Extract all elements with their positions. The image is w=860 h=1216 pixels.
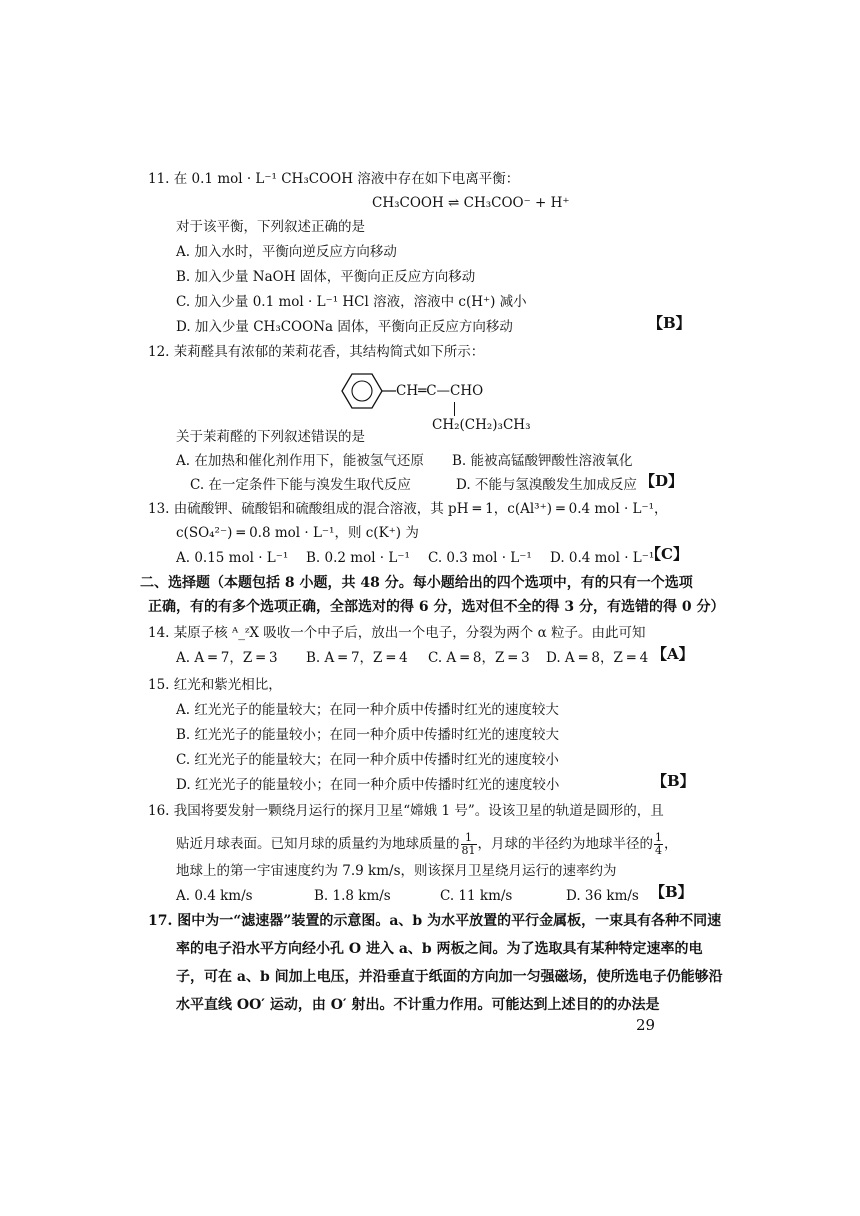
q15-option-a: A. 红光光子的能量较大；在同一种介质中传播时红光的速度较大 — [176, 702, 559, 718]
fraction-numerator: 1 — [461, 832, 477, 845]
section2-heading: 二、选择题（本题包括 8 小题，共 48 分。每小题给出的四个选项中，有的只有一个选项 — [140, 575, 693, 591]
fraction-one-4 — [654, 832, 663, 857]
q16-option-d: D. 36 km/s — [566, 888, 639, 904]
q14-option-c: C. A ═ 8，Z ═ 3 — [428, 650, 530, 666]
q13-stem: 13. 由硫酸钾、硫酸铝和硫酸组成的混合溶液，其 pH ═ 1，c(Al³⁺) ═ 0.4 mol · L⁻¹， — [148, 501, 668, 517]
page-number: 29 — [636, 1016, 656, 1034]
q16-option-b: B. 1.8 km/s — [314, 888, 391, 904]
q13-option-b: B. 0.2 mol · L⁻¹ — [306, 550, 410, 566]
q11-stem: 11. 在 0.1 mol · L⁻¹ CH₃COOH 溶液中存在如下电离平衡： — [148, 171, 520, 187]
q17-line1: 17. 图中为一“滤速器”装置的示意图。a、b 为水平放置的平行金属板，一束具有各种不同速 — [148, 913, 722, 929]
q11-prompt: 对于该平衡，下列叙述正确的是 — [176, 219, 365, 235]
q14-option-d: D. A ═ 8，Z ═ 4 — [546, 650, 649, 666]
q14-option-b: B. A ═ 7，Z ═ 4 — [306, 650, 408, 666]
q16-line2-part2: ，月球的半径约为地球半径的 — [477, 836, 653, 852]
q17-line3: 子，可在 a、b 间加上电压，并沿垂直于纸面的方向加一匀强磁场，使所选电子仍能够沿 — [176, 969, 723, 985]
fraction-denominator: 4 — [655, 844, 662, 857]
fraction-denominator: 81 — [461, 844, 476, 857]
q12-structure-main-chain: CH═C—CHO — [396, 383, 484, 399]
q12-answer: 【D】 — [640, 472, 684, 490]
q16-line3: 地球上的第一宇宙速度约为 7.9 km/s，则该探月卫星绕月运行的速率约为 — [176, 863, 617, 879]
q14-answer: 【A】 — [652, 645, 694, 663]
q11-option-d: D. 加入少量 CH₃COONa 固体，平衡向正反应方向移动 — [176, 319, 513, 335]
q14-stem: 14. 某原子核 ᴬ_ᶻX 吸收一个中子后，放出一个电子，分裂为两个 α 粒子。由此可知 — [148, 625, 646, 641]
q16-line2 — [176, 830, 678, 858]
q12-option-d: D. 不能与氢溴酸发生加成反应 — [456, 477, 637, 493]
q11-equation: CH₃COOH ⇌ CH₃COO⁻ + H⁺ — [372, 195, 570, 211]
q13-option-a: A. 0.15 mol · L⁻¹ — [176, 550, 289, 566]
q12-option-a: A. 在加热和催化剂作用下，能被氢气还原 — [176, 453, 424, 469]
q11-option-b: B. 加入少量 NaOH 固体，平衡向正反应方向移动 — [176, 269, 476, 285]
q16-line2-part1: 贴近月球表面。已知月球的质量约为地球质量的 — [176, 836, 460, 852]
fraction-one-81 — [461, 832, 477, 857]
q16-option-a: A. 0.4 km/s — [176, 888, 253, 904]
q13-answer: 【C】 — [646, 545, 688, 563]
benzene-ring-icon — [330, 366, 400, 416]
q13-option-c: C. 0.3 mol · L⁻¹ — [428, 550, 532, 566]
q12-stem: 12. 茉莉醛具有浓郁的茉莉花香，其结构简式如下所示： — [148, 344, 485, 360]
q11-answer: 【B】 — [648, 314, 691, 332]
q15-stem: 15. 红光和紫光相比， — [148, 677, 282, 693]
q17-line4: 水平直线 OO′ 运动，由 O′ 射出。不计重力作用。可能达到上述目的的办法是 — [176, 997, 660, 1013]
q13-stem-cont: c(SO₄²⁻) ═ 0.8 mol · L⁻¹，则 c(K⁺) 为 — [176, 525, 419, 541]
q13-option-d: D. 0.4 mol · L⁻¹ — [550, 550, 655, 566]
q14-option-a: A. A ═ 7，Z ═ 3 — [176, 650, 278, 666]
q15-option-c: C. 红光光子的能量较大；在同一种介质中传播时红光的速度较小 — [176, 752, 559, 768]
q12-option-c: C. 在一定条件下能与溴发生取代反应 — [190, 477, 411, 493]
fraction-numerator: 1 — [655, 831, 662, 844]
q11-option-c: C. 加入少量 0.1 mol · L⁻¹ HCl 溶液，溶液中 c(H⁺) 减小 — [176, 294, 527, 310]
section2-heading-cont: 正确，有的有多个选项正确，全部选对的得 6 分，选对但不全的得 3 分，有选错的得 0 分） — [148, 599, 725, 615]
q16-stem: 16. 我国将要发射一颗绕月运行的探月卫星“嫦娥 1 号”。设该卫星的轨道是圆形的，且 — [148, 803, 664, 819]
q12-option-b: B. 能被高锰酸钾酸性溶液氧化 — [452, 453, 633, 469]
branch-bond — [454, 402, 455, 416]
q12-structure-side-chain: CH₂(CH₂)₃CH₃ — [432, 417, 531, 433]
q11-option-a: A. 加入水时，平衡向逆反应方向移动 — [176, 244, 397, 260]
q16-answer: 【B】 — [650, 883, 693, 901]
q16-option-c: C. 11 km/s — [440, 888, 513, 904]
q15-option-d: D. 红光光子的能量较小；在同一种介质中传播时红光的速度较小 — [176, 777, 560, 793]
q17-line2: 率的电子沿水平方向经小孔 O 进入 a、b 两板之间。为了选取具有某种特定速率的电 — [176, 941, 703, 957]
q12-prompt: 关于茉莉醛的下列叙述错误的是 — [176, 429, 365, 445]
q15-option-b: B. 红光光子的能量较小；在同一种介质中传播时红光的速度较大 — [176, 727, 560, 743]
q16-line2-part3: ， — [664, 836, 678, 852]
q15-answer: 【B】 — [652, 772, 695, 790]
